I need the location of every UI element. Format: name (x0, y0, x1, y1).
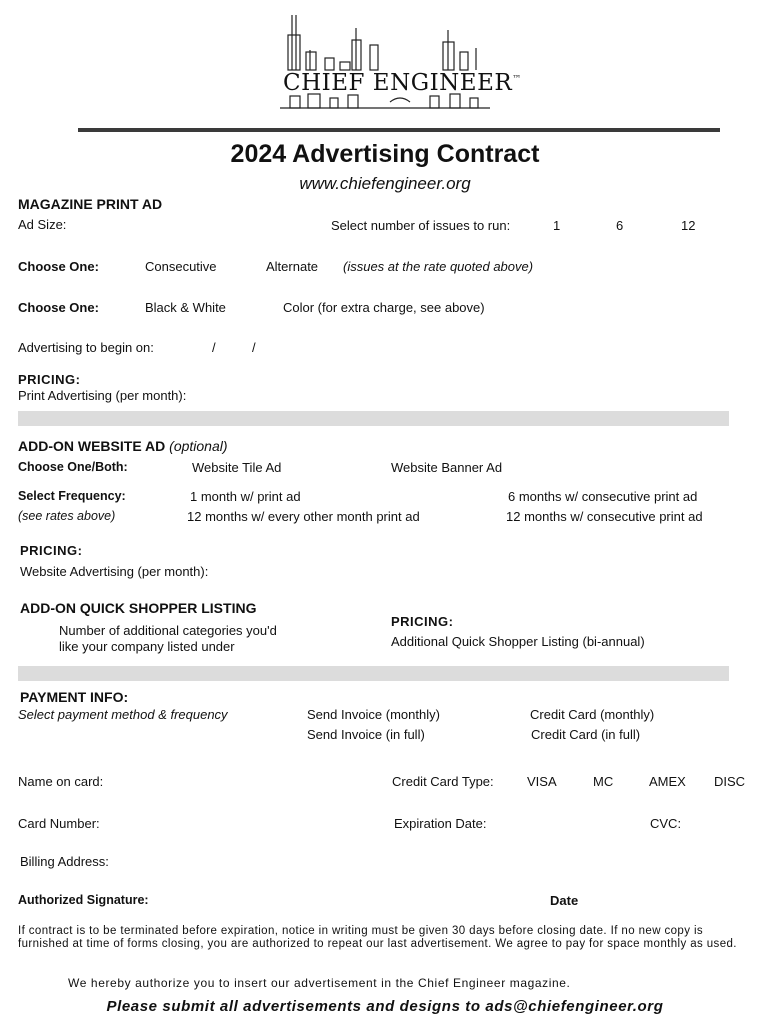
issue-option-12[interactable]: 12 (681, 218, 696, 233)
card-type-amex[interactable]: AMEX (649, 774, 686, 789)
website-ad-heading (18, 438, 228, 454)
choose-one-label: Choose One: (18, 259, 99, 274)
quick-shopper-pricing-label: Additional Quick Shopper Listing (bi-annual) (391, 634, 645, 649)
card-type-disc[interactable]: DISC (714, 774, 746, 789)
choose-one-color-label: Choose One: (18, 300, 99, 315)
payment-heading: PAYMENT INFO: (20, 689, 129, 705)
issue-option-1[interactable]: 1 (553, 218, 561, 233)
frequency-12-months-other[interactable]: 12 months w/ every other month print ad (187, 509, 420, 524)
credit-card-full-option[interactable]: Credit Card (in full) (531, 727, 641, 742)
website-pricing-label: Website Advertising (per month): (20, 564, 209, 579)
page-title: 2024 Advertising Contract (230, 140, 540, 168)
website-ad-title: ADD-ON WEBSITE AD (18, 438, 166, 454)
quick-shopper-pricing-heading: PRICING: (391, 614, 454, 629)
logo-wordmark: CHIEF ENGINEER™ (283, 70, 522, 96)
skyline-logo-graphic (270, 10, 500, 120)
payment-note: Select payment method & frequency (18, 707, 228, 722)
card-type-mc[interactable]: MC (593, 774, 614, 789)
date-separator-1: / (212, 340, 216, 355)
alternate-option[interactable]: Alternate (266, 259, 319, 274)
print-pricing-band (18, 411, 729, 426)
black-white-option[interactable]: Black & White (145, 300, 226, 315)
card-type-visa[interactable]: VISA (527, 774, 557, 789)
frequency-12-months-consecutive[interactable]: 12 months w/ consecutive print ad (506, 509, 703, 524)
begin-date-label: Advertising to begin on: (18, 340, 154, 355)
quick-shopper-heading: ADD-ON QUICK SHOPPER LISTING (20, 600, 257, 616)
website-url: www.chiefengineer.org (299, 174, 471, 193)
print-ad-heading: MAGAZINE PRINT AD (18, 196, 163, 212)
header-rule (78, 128, 720, 132)
quick-shopper-desc-1: Number of additional categories you'd (59, 623, 277, 638)
quick-shopper-band (18, 666, 729, 681)
billing-address-label: Billing Address: (20, 854, 109, 869)
ad-size-label: Ad Size: (18, 217, 67, 232)
issue-option-6[interactable]: 6 (616, 218, 624, 233)
print-pricing-label: Print Advertising (per month): (18, 388, 187, 403)
date-separator-2: / (252, 340, 256, 355)
signature-label: Authorized Signature: (18, 893, 149, 907)
submit-instructions: Please submit all advertisements and designs to ads@chiefengineer.org (106, 998, 664, 1015)
website-tile-ad-option[interactable]: Website Tile Ad (192, 460, 282, 475)
legal-terms: If contract is to be terminated before expiration, notice in writing must be given 30 days before closing date. If no new copy is furnished at time of forms closing, you are authorized to repeat our last advertisement. We agree to pay for space monthly as used. (18, 925, 737, 950)
pricing-heading: PRICING: (18, 372, 81, 387)
credit-card-monthly-option[interactable]: Credit Card (monthly) (530, 707, 655, 722)
expiration-date-label: Expiration Date: (394, 816, 487, 831)
name-on-card-label: Name on card: (18, 774, 104, 789)
trademark-mark: ™ (512, 74, 522, 85)
choose-both-label: Choose One/Both: (18, 460, 128, 474)
cvc-label: CVC: (650, 816, 682, 831)
website-ad-optional: (optional) (169, 438, 228, 454)
date-label: Date (550, 893, 579, 908)
authorization-statement: We hereby authorize you to insert our advertisement in the Chief Engineer magazine. (68, 976, 571, 990)
issues-label: Select number of issues to run: (331, 218, 511, 233)
frequency-label: Select Frequency: (18, 489, 126, 503)
send-invoice-monthly-option[interactable]: Send Invoice (monthly) (307, 707, 440, 722)
card-type-label: Credit Card Type: (392, 774, 494, 789)
frequency-1-month[interactable]: 1 month w/ print ad (190, 489, 301, 504)
consecutive-option[interactable]: Consecutive (145, 259, 217, 274)
schedule-note: (issues at the rate quoted above) (343, 259, 534, 274)
quick-shopper-desc-2: like your company listed under (59, 639, 235, 654)
website-pricing-heading: PRICING: (20, 543, 83, 558)
send-invoice-full-option[interactable]: Send Invoice (in full) (307, 727, 425, 742)
card-number-label: Card Number: (18, 816, 100, 831)
frequency-note: (see rates above) (18, 509, 116, 523)
color-option[interactable]: Color (for extra charge, see above) (283, 300, 485, 315)
website-banner-ad-option[interactable]: Website Banner Ad (391, 460, 503, 475)
frequency-6-months[interactable]: 6 months w/ consecutive print ad (508, 489, 698, 504)
